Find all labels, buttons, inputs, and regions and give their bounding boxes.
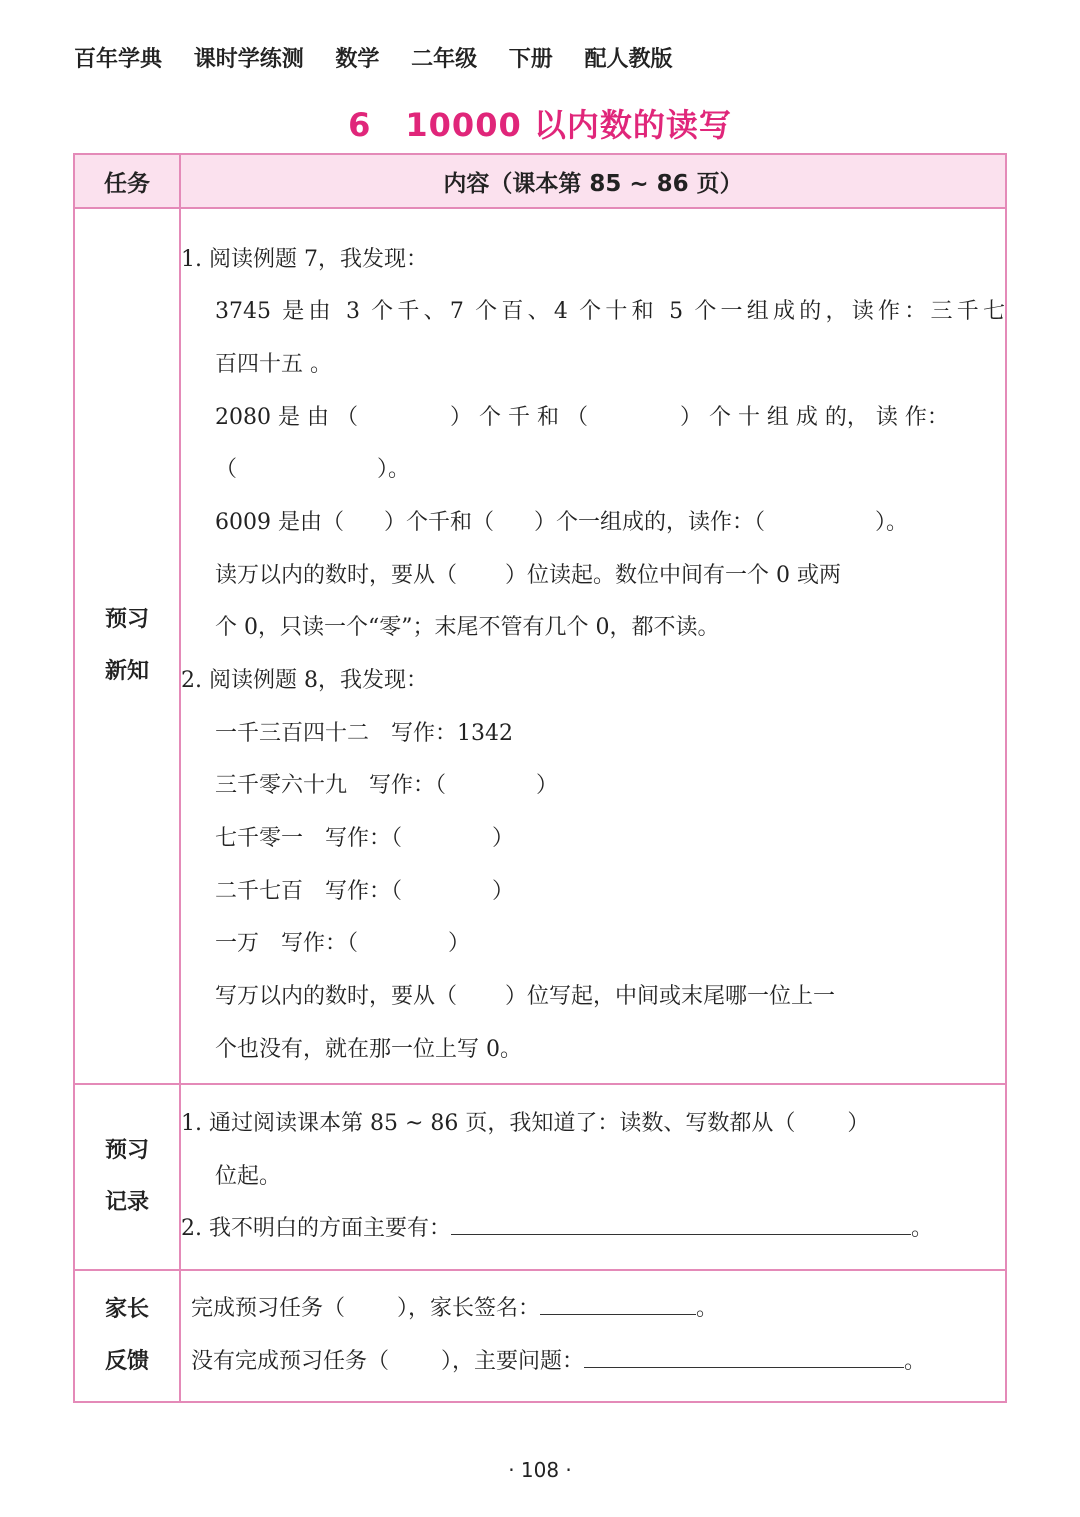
text: 二千七百 写作：（: [215, 878, 403, 904]
q2-example4: [181, 866, 1005, 919]
label-line: 新知: [104, 659, 149, 684]
q1-6009-line: [181, 497, 1005, 550]
text: ）个一组成的，读作：（: [534, 509, 766, 535]
q2-rule-line1: [181, 971, 1005, 1024]
text: ）: [536, 773, 559, 799]
book-header: [74, 42, 696, 73]
feedback-line1: [191, 1283, 1005, 1336]
text: 三千零六十九 写作：（: [215, 773, 447, 799]
table-header-row: [74, 154, 1006, 208]
problem-line[interactable]: [584, 1337, 904, 1368]
text: 没有完成预习任务（: [191, 1349, 390, 1374]
answer-line[interactable]: [451, 1204, 911, 1235]
text: ）位读起。数位中间有一个 0 或两: [505, 562, 842, 588]
text: 。: [696, 1296, 719, 1322]
text: 。: [910, 1216, 933, 1242]
text: ）: [492, 826, 515, 852]
text: ） 个 千 和 （: [449, 404, 588, 430]
label-line: 记录: [104, 1190, 149, 1215]
col-task-header: 任务: [74, 154, 180, 208]
text: ）个千和（: [383, 509, 494, 535]
label-preview-record: [74, 1084, 180, 1270]
lesson-title-text: 10000 以内数的读写: [405, 106, 732, 144]
text: 完成预习任务（: [191, 1296, 346, 1322]
text: 。: [904, 1349, 927, 1374]
label-line: 预习: [104, 1138, 149, 1163]
header-series: 百年学典: [74, 47, 163, 72]
feedback-line2: [191, 1336, 1005, 1389]
record-q2-line: [181, 1203, 1005, 1256]
q1-title: 1. 阅读例题 7，我发现：: [181, 246, 428, 272]
text: ），主要问题：: [441, 1349, 585, 1374]
label-line: 预习: [104, 607, 149, 632]
q2-example1: 一千三百四十二 写作：1342: [215, 720, 513, 746]
content-parent-feedback: [180, 1270, 1006, 1402]
header-grade: 二年级: [411, 47, 478, 72]
q2-example5: [181, 918, 1005, 971]
text: ），家长签名：: [397, 1296, 541, 1322]
content-preview-new: [180, 208, 1006, 1084]
q1-line1: 3745 是由 3 个千、7 个百、4 个十和 5 个一组成的，读作：三千七: [215, 299, 1005, 325]
row-preview-record: [74, 1084, 1006, 1270]
record-q1-line1: [181, 1098, 1005, 1151]
lesson-title: [0, 100, 1080, 146]
record-q1-line2: 位起。: [215, 1163, 282, 1189]
text: 读万以内的数时，要从（: [215, 562, 458, 588]
q2-rule-line2: 个也没有，就在那一位上写 0。: [215, 1036, 522, 1062]
text: ）: [492, 878, 515, 904]
text: ）: [448, 931, 471, 957]
q1-rule-line1: [181, 550, 1005, 603]
q1-2080-line: [181, 392, 1005, 445]
text: 1. 通过阅读课本第 85 ~ 86 页，我知道了：读数、写数都从（: [181, 1110, 796, 1136]
q1-line2: 百四十五 。: [215, 351, 332, 377]
row-preview-new: [74, 208, 1006, 1084]
q1-2080-read-line: [181, 444, 1005, 497]
text: 2. 我不明白的方面主要有：: [181, 1216, 451, 1242]
text: 一万 写作：（: [215, 931, 359, 957]
q1-rule-line2: 个 0，只读一个“零”；末尾不管有几个 0，都不读。: [215, 615, 720, 641]
header-book: 课时学练测: [193, 47, 304, 72]
text: ）位写起，中间或末尾哪一位上一: [505, 984, 836, 1010]
text: ）: [847, 1110, 870, 1136]
lesson-number: 6: [348, 106, 372, 144]
text: ）。: [875, 509, 909, 535]
parent-signature-line[interactable]: [540, 1284, 696, 1315]
text: （: [215, 457, 238, 483]
header-subject: 数学: [335, 47, 380, 72]
q2-title: 2. 阅读例题 8，我发现：: [181, 668, 428, 693]
label-line: 家长: [104, 1297, 149, 1322]
page-number: · 108 ·: [508, 1458, 572, 1482]
label-line: 反馈: [104, 1349, 149, 1374]
content-preview-record: [180, 1084, 1006, 1270]
header-volume: 下册: [508, 47, 553, 72]
q2-example3: [181, 813, 1005, 866]
label-preview-new: [74, 208, 180, 1084]
label-parent-feedback: [74, 1270, 180, 1402]
text: ）。: [377, 457, 411, 483]
q2-example2: [181, 760, 1005, 813]
text: 2080 是 由 （: [215, 404, 358, 430]
text: 6009 是由（: [215, 509, 344, 535]
preview-table: [73, 153, 1007, 1403]
text: ） 个 十 组 成 的， 读 作：: [679, 404, 949, 430]
col-content-header: 内容（课本第 85 ~ 86 页）: [180, 154, 1006, 208]
row-parent-feedback: [74, 1270, 1006, 1402]
text: 七千零一 写作：（: [215, 826, 403, 852]
header-edition: 配人教版: [584, 47, 673, 72]
text: 写万以内的数时，要从（: [215, 984, 458, 1010]
